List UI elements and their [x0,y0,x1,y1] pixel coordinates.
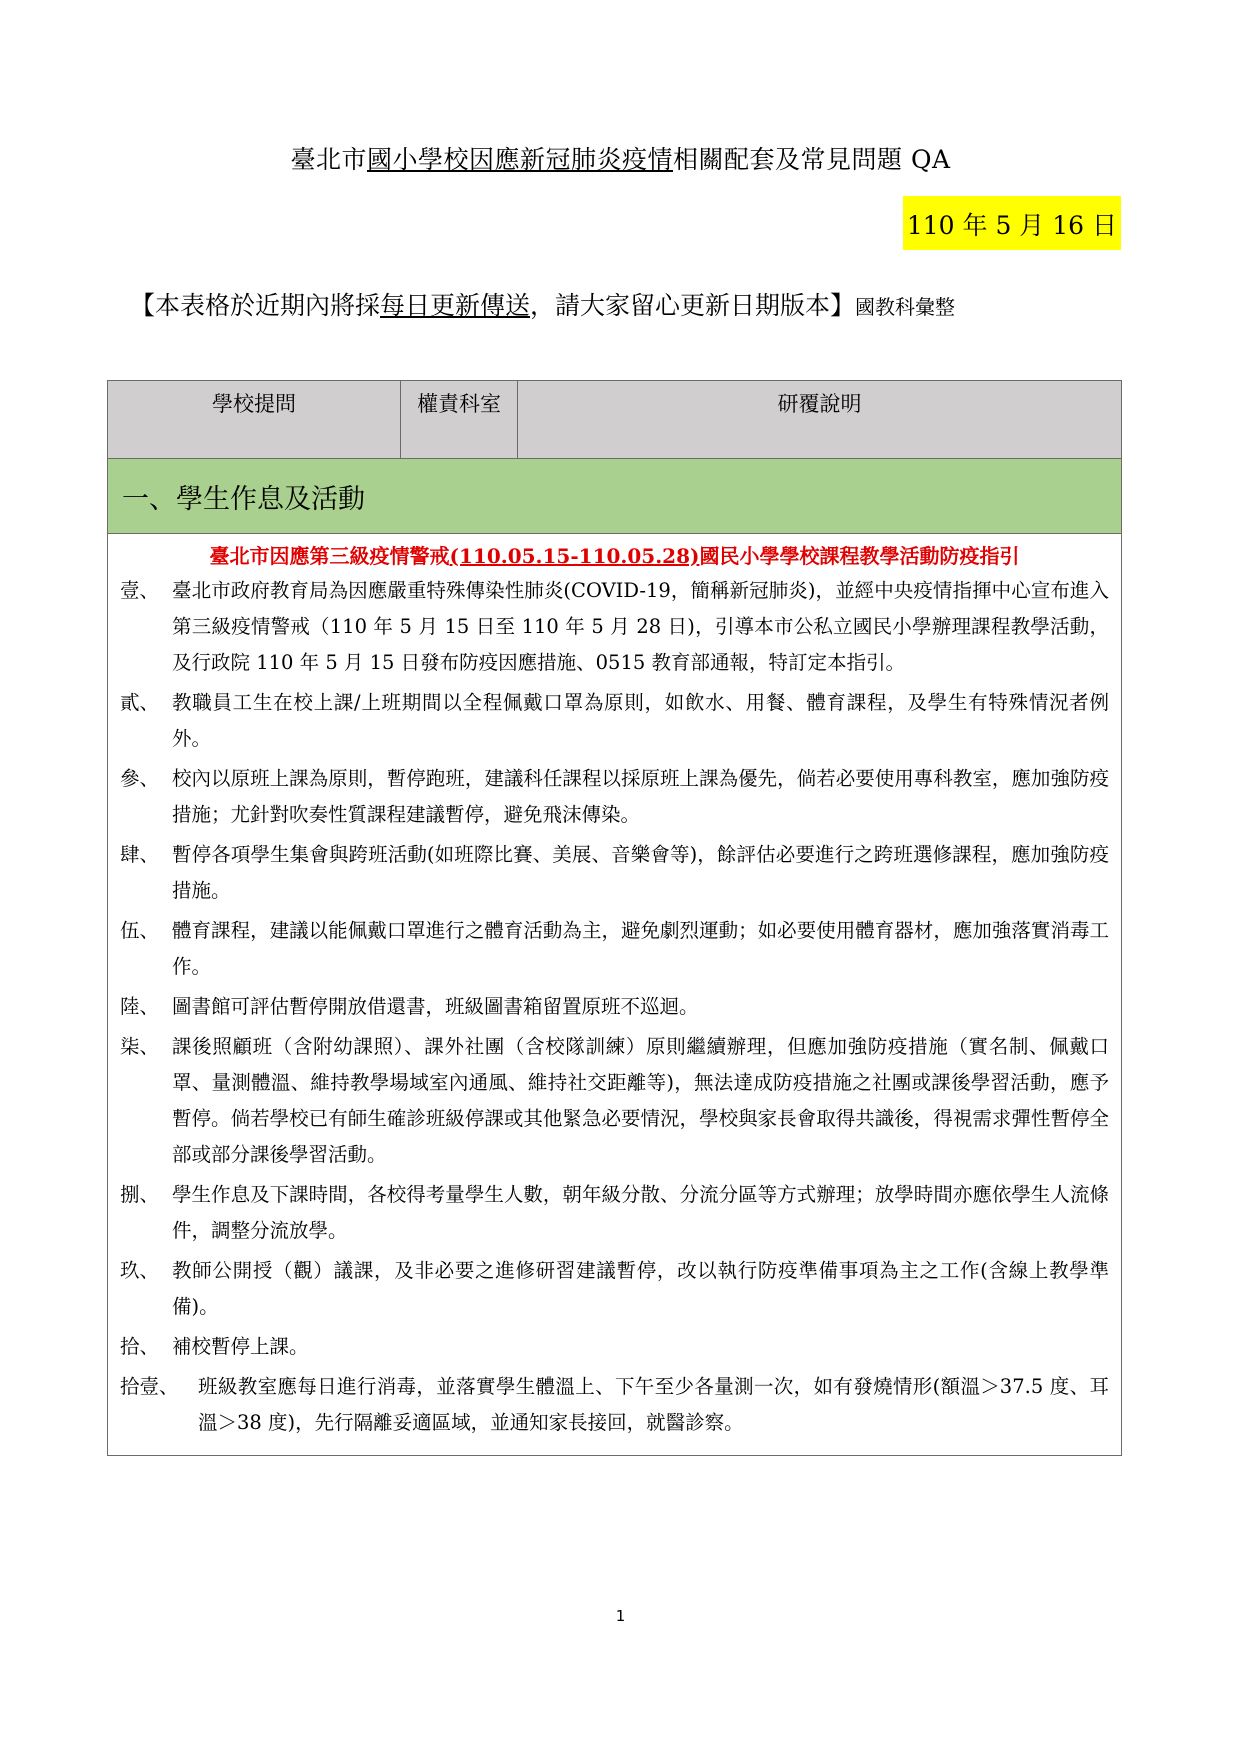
item-text: 圖書館可評估暫停開放借還書，班級圖書箱留置原班不巡迴。 [172,995,699,1018]
guideline-item [120,685,1109,757]
item-marker: 陸、 [120,995,160,1018]
guideline-item [120,1253,1109,1325]
guideline-item [120,1029,1109,1173]
section-title: 一、學生作息及活動 [108,459,1122,534]
table-header-row [108,381,1122,459]
guideline-row [108,534,1122,1456]
guideline-title [120,540,1109,569]
guideline-item [120,913,1109,985]
item-text: 課後照顧班（含附幼課照）、課外社團（含校隊訓練）原則繼續辦理，但應加強防疫措施（實名制、佩戴口罩、量測體溫、維持教學場域室內通風、維持社交距離等)，無法達成防疫措施之社團或課後學習活動，應予暫停。倘若學校已有師生確診班級停課或其他緊急必要情況，學校與家長會取得共識後，得視需求彈性暫停全部或部分課後學習活動。 [172,1035,1109,1166]
item-marker: 拾、 [120,1335,160,1358]
guideline-title-prefix: 臺北市因應第三級疫情警戒 [209,544,450,568]
item-marker: 肆、 [120,843,160,866]
page-number: 1 [615,1607,626,1625]
update-notice [130,286,1130,322]
item-text: 暫停各項學生集會與跨班活動(如班際比賽、美展、音樂會等)，餘評估必要進行之跨班選修課程，應加強防疫措施。 [172,843,1109,902]
item-text: 補校暫停上課。 [172,1335,309,1358]
item-marker: 參、 [120,767,160,790]
guideline-title-suffix: 國民小學學校課程教學活動防疫指引 [699,544,1020,568]
date-block [903,196,1121,250]
notice-compiler: 國教科彙整 [855,295,956,319]
item-text: 臺北市政府教育局為因應嚴重特殊傳染性肺炎(COVID-19，簡稱新冠肺炎)，並經中央疫情指揮中心宣布進入第三級疫情警戒（110 年 5 月 15 日至 110 年 5 月 28 日)，引導本市公私立國民小學辦理課程教學活動，及行政院 110 年 5 月 15 日發布防疫因應措施、0515 教育部通報，特訂定本指引。 [172,579,1109,674]
item-marker: 伍、 [120,919,160,942]
guideline-item [120,1329,1109,1365]
guideline-item [120,1369,1109,1441]
guideline-item [120,1177,1109,1249]
title-prefix: 臺北市 [290,145,367,174]
notice-underlined: 每日更新傳送 [380,291,531,320]
guideline-item [120,573,1109,681]
item-text: 體育課程，建議以能佩戴口罩進行之體育活動為主，避免劇烈運動；如必要使用體育器材，應加強落實消毒工作。 [172,919,1109,978]
item-marker: 貳、 [120,691,160,714]
guideline-item [120,761,1109,833]
document-date: 110 年 5 月 16 日 [903,196,1121,250]
item-marker: 拾壹、 [120,1375,179,1398]
title-underlined: 國小學校因應新冠肺炎疫情 [367,145,674,174]
item-text: 教職員工生在校上課/上班期間以全程佩戴口罩為原則，如飲水、用餐、體育課程，及學生有特殊情況者例外。 [172,691,1109,750]
item-marker: 柒、 [120,1035,160,1058]
guideline-item [120,837,1109,909]
item-text: 班級教室應每日進行消毒，並落實學生體溫上、下午至少各量測一次，如有發燒情形(額溫＞37.5 度、耳溫＞38 度)，先行隔離妥適區域，並通知家長接回，就醫診察。 [198,1375,1109,1434]
item-marker: 玖、 [120,1259,160,1282]
item-text: 教師公開授（觀）議課，及非必要之進修研習建議暫停，改以執行防疫準備事項為主之工作(含線上教學準備)。 [172,1259,1109,1318]
column-header-department: 權責科室 [401,381,518,459]
column-header-question: 學校提問 [108,381,401,459]
notice-suffix: ，請大家留心更新日期版本】 [530,291,856,320]
item-text: 校內以原班上課為原則，暫停跑班，建議科任課程以採原班上課為優先，倘若必要使用專科教室，應加強防疫措施；尤針對吹奏性質課程建議暫停，避免飛沫傳染。 [172,767,1109,826]
guideline-title-dates: (110.05.15-110.05.28) [449,544,700,568]
title-suffix: 相關配套及常見問題 QA [673,145,951,174]
item-text: 學生作息及下課時間，各校得考量學生人數，朝年級分散、分流分區等方式辦理；放學時間亦應依學生人流條件，調整分流放學。 [172,1183,1109,1242]
guideline-item [120,989,1109,1025]
column-header-response: 研覆說明 [518,381,1122,459]
qa-table [107,380,1122,1456]
item-marker: 壹、 [120,579,160,602]
guideline-cell [108,534,1122,1456]
item-marker: 捌、 [120,1183,160,1206]
document-title [0,140,1241,176]
section-row [108,459,1122,534]
notice-prefix: 【本表格於近期內將採 [130,291,381,320]
